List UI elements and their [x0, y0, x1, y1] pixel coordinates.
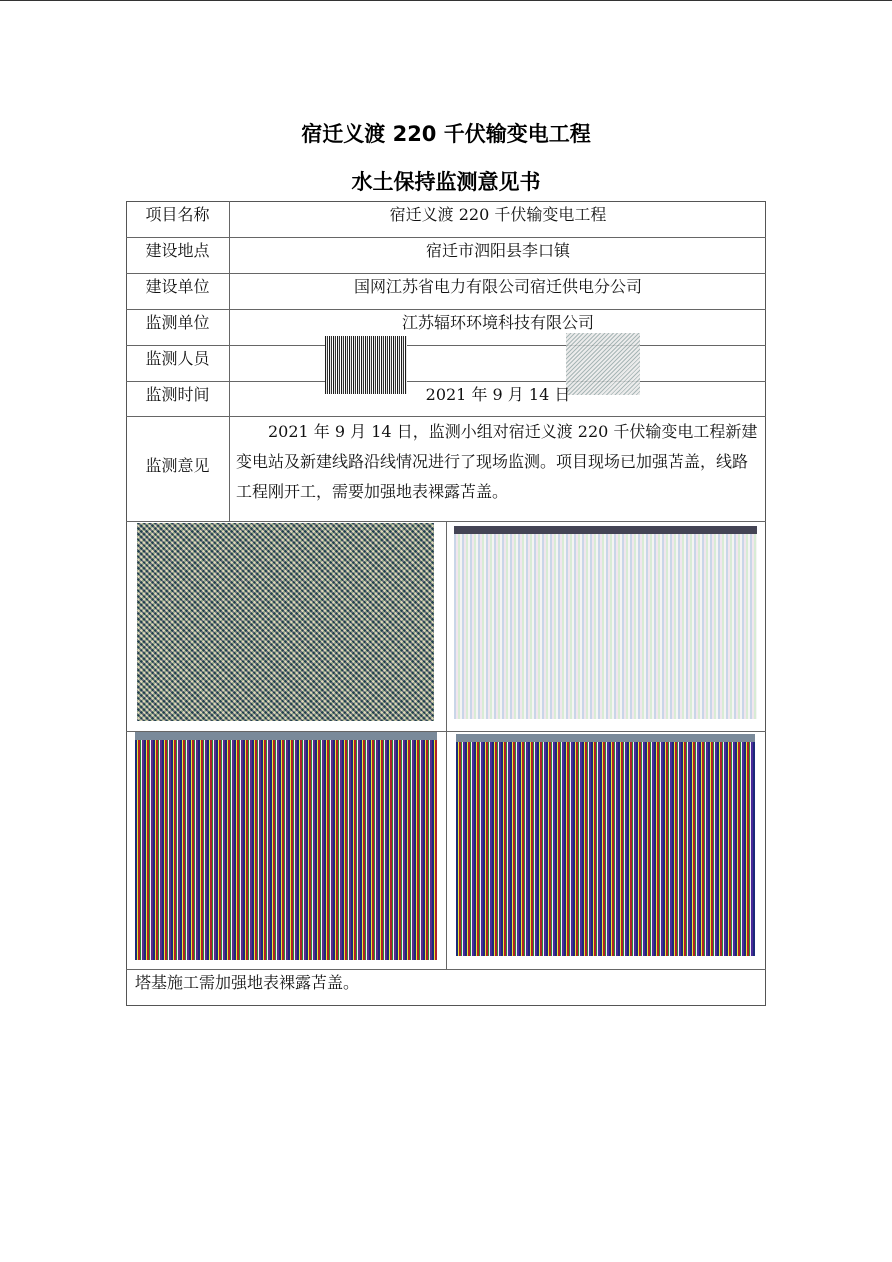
- remark-text: 塔基施工需加强地表裸露苫盖。: [135, 973, 360, 992]
- site-photo-2: [454, 526, 757, 719]
- row-divider: [126, 345, 766, 346]
- document-title: 宿迁义渡 220 千伏输变电工程: [301, 122, 591, 146]
- label-monitoring-time: 监测时间: [145, 385, 210, 404]
- row-divider: [126, 273, 766, 274]
- label-monitoring-opinion: 监测意见: [145, 456, 210, 475]
- value-monitoring-unit: 江苏辐环环境科技有限公司: [401, 313, 594, 332]
- row-divider: [126, 237, 766, 238]
- site-photo-1: [137, 523, 434, 721]
- row-divider: [126, 969, 766, 970]
- row-divider: [126, 309, 766, 310]
- label-monitoring-unit: 监测单位: [145, 313, 210, 332]
- value-project-name: 宿迁义渡 220 千伏输变电工程: [389, 205, 607, 224]
- value-construction-unit: 国网江苏省电力有限公司宿迁供电分公司: [353, 277, 642, 296]
- value-construction-site: 宿迁市泗阳县李口镇: [425, 241, 570, 260]
- photo-column-divider: [446, 521, 447, 969]
- value-monitoring-time: 2021 年 9 月 14 日: [425, 385, 571, 404]
- label-construction-site: 建设地点: [145, 241, 210, 260]
- page-top-rule: [0, 0, 892, 1]
- label-monitoring-staff: 监测人员: [145, 349, 210, 368]
- site-photo-4: [456, 734, 755, 956]
- site-photo-3: [135, 732, 437, 960]
- label-construction-unit: 建设单位: [145, 277, 210, 296]
- label-project-name: 项目名称: [145, 205, 210, 224]
- row-divider: [126, 381, 766, 382]
- document-subtitle: 水土保持监测意见书: [351, 170, 541, 194]
- monitoring-opinion-text: 2021 年 9 月 14 日，监测小组对宿迁义渡 220 千伏输变电工程新建变电站及新建线路沿线情况进行了现场监测。项目现场已加强苫盖，线路工程刚开工，需要加强地表裸露苫盖。: [236, 422, 758, 501]
